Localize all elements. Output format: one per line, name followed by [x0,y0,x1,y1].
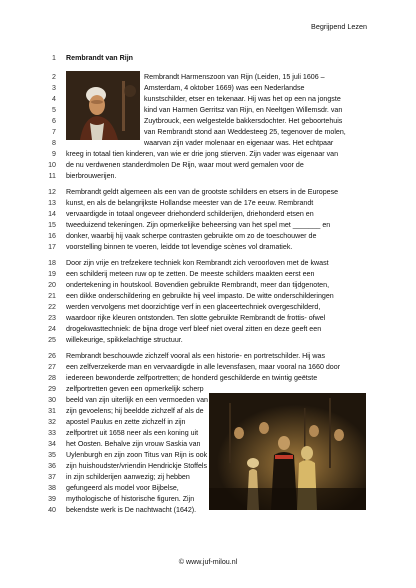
self-portrait-image [66,71,140,140]
header-label: Begrijpend Lezen [311,22,367,31]
line-text: bierbrouwerijen. [66,172,117,180]
line-text: de nu verdwenen standerdmolen De Rijn, waar mout werd gemalen voor de [66,161,304,169]
line-text: Door zijn vrije en trefzekere techniek kon Rembrandt zich veroorloven met de kwast [66,259,329,267]
line-text: voorstelling binnen te voeren, leidde tot levendige scènes vol dramatiek. [66,243,293,251]
line-number: 28 [48,374,56,382]
line-number: 15 [48,221,56,229]
line-number: 18 [48,259,56,267]
line-text: zelfportretten geven een opmerkelijk scherp [66,385,204,393]
line-number: 1 [52,54,56,62]
line-text: tweeduizend tekeningen. Zijn opmerkelijke beheersing van het spel met _______ en [66,221,331,229]
line-text: bekendste werk is De nachtwacht (1642). [66,506,197,514]
line-text: een dikke onderschildering en gebruikte hij veel impasto. De witte onderschilderingen [66,292,334,300]
line-number: 36 [48,462,56,470]
line-text: kreeg in totaal tien kinderen, van wie er drie jong stierven. Zijn vader was eigenaar van [66,150,339,158]
line-text: donker, waarbij hij vaak scherpe contrasten gebruikte om zo de toeschouwer de [66,232,317,240]
line-text: een schilderij meteen ruw op te zetten. De meeste schilders maakten eerst een [66,270,315,278]
line-text: Rembrandt beschouwde zichzelf vooral als een historie- en portretschilder. Hij was [66,352,326,360]
line-text: werden vervolgens met doorzichtige verf in een glaceertechniek overgeschilderd, [66,303,321,311]
line-text: Uylenburgh en zijn zoon Titus van Rijn is ook [66,451,208,459]
line-number: 25 [48,336,56,344]
line-number: 27 [48,363,56,371]
line-number: 19 [48,270,56,278]
line-text: beeld van zijn uiterlijk en een vermoeden van [66,396,208,404]
line-text: drogekwasttechniek: de bijna droge verf bleef niet overal zitten en deze geeft een [66,325,322,333]
line-number: 24 [48,325,56,333]
line-text: kunstschilder, etser en tekenaar. Hij was het op een na jongste [144,95,341,103]
line-number: 26 [48,352,56,360]
line-number: 29 [48,385,56,393]
line-number: 16 [48,232,56,240]
line-number: 37 [48,473,56,481]
line-number: 9 [52,150,56,158]
line-text: waarvan zijn vader molenaar en eigenaar was. Het echtpaar [144,139,334,147]
line-number: 40 [48,506,56,514]
line-text: zijn huishoudster/vriendin Hendrickje Stoffels [66,462,208,470]
line-text: zijn gevoelens; hij beeldde zichzelf af als de [66,407,204,415]
line-number: 12 [48,188,56,196]
line-number: 31 [48,407,56,415]
line-text: het Oosten. Behalve zijn vrouw Saskia van [66,440,201,448]
line-number: 38 [48,484,56,492]
line-number: 30 [48,396,56,404]
line-number: 22 [48,303,56,311]
line-text: Amsterdam, 4 oktober 1669) was een Nederlandse [144,84,305,92]
line-text: waardoor rijke kleuren ontstonden. Ten slotte gebruikte Rembrandt de frottis- ofwel [66,314,326,322]
line-number: 34 [48,440,56,448]
line-text: kunst, en als de belangrijkste Hollandse meester van de 17e eeuw. Rembrandt [66,199,314,207]
line-number: 8 [52,139,56,147]
line-number: 35 [48,451,56,459]
line-text: iedereen bewonderde zelfportretten; de honderd geschilderde en twintig geëtste [66,374,318,382]
line-number: 13 [48,199,56,207]
line-text: apostel Paulus en zette zichzelf in zijn [66,418,186,426]
line-text: vervaardigde in totaal ongeveer driehonderd schilderijen, driehonderd etsen en [66,210,314,218]
nightwatch-image [209,393,366,510]
line-text: Rembrandt geldt algemeen als een van de grootste schilders en etsers in de Europese [66,188,339,196]
line-number: 4 [52,95,56,103]
line-number: 32 [48,418,56,426]
line-number: 3 [52,84,56,92]
line-text: Zuytbrouck, een welgestelde bakkersdochter. Het geboortehuis [144,117,343,125]
line-text: zelfportret uit 1658 neer als een koning uit [66,429,199,437]
line-number: 11 [48,172,56,180]
line-text: van Rembrandt stond aan Weddesteeg 25, tegenover de molen, [144,128,346,136]
line-text: kind van Harmen Gerritsz van Rijn, en Neeltgen Willemsdr. van [144,106,343,114]
line-number: 10 [48,161,56,169]
line-text: gefungeerd als model voor Bijbelse, [66,484,179,492]
line-number: 14 [48,210,56,218]
line-text: in zijn schilderijen aanwezig; zij hebben [66,473,190,481]
line-number: 39 [48,495,56,503]
line-number: 21 [48,292,56,300]
line-text: willekeurige, spikkelachtige structuur. [66,336,183,344]
document-title: Rembrandt van Rijn [66,54,134,62]
line-text: ondertekening in houtskool. Bovendien gebruikte Rembrandt, meer dan tijdgenoten, [66,281,330,289]
line-number: 7 [52,128,56,136]
line-text: mythologische of historische figuren. Zijn [66,495,195,503]
line-number: 23 [48,314,56,322]
line-number: 20 [48,281,56,289]
line-number: 33 [48,429,56,437]
line-number: 5 [52,106,56,114]
line-number: 2 [52,73,56,81]
line-text: een zelfverzekerde man en vervaardigde in alle levensfasen, maar vooral na 1660 door [66,363,341,371]
line-number: 6 [52,117,56,125]
line-text: Rembrandt Harmenszoon van Rijn (Leiden, 15 juli 1606 – [144,73,325,81]
line-number: 17 [48,243,56,251]
footer-url: © www.juf-milou.nl [178,558,238,566]
